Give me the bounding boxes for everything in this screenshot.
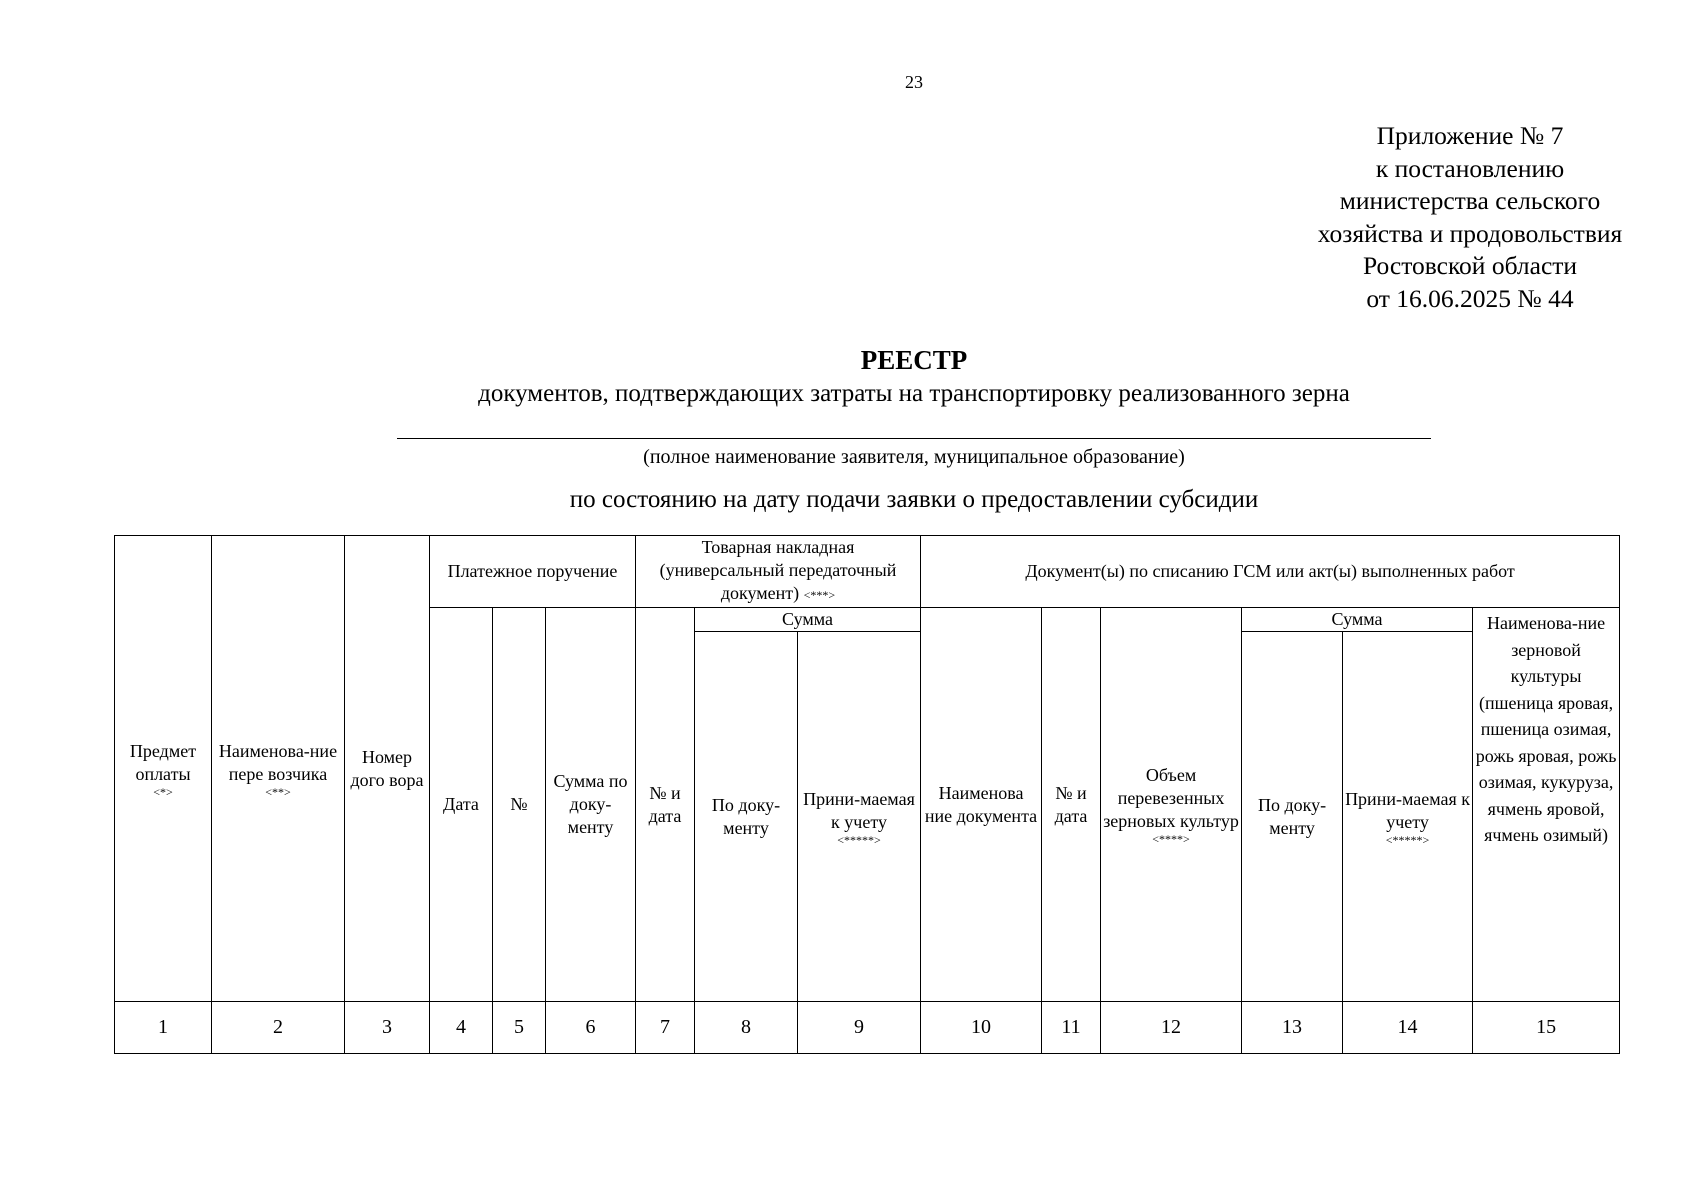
column-number-cell: 13 xyxy=(1242,1002,1343,1054)
header-group-invoice xyxy=(636,536,921,608)
footnote-marker: <***> xyxy=(803,588,836,602)
header-label: Прини-маемая к учету xyxy=(803,788,915,832)
header-cell-document-name: Наименова ние документа xyxy=(921,608,1042,1002)
column-number-cell: 4 xyxy=(430,1002,493,1054)
footnote-marker: <*> xyxy=(153,784,173,799)
page-number: 23 xyxy=(905,72,923,92)
applicant-caption: (полное наименование заявителя, муниципальное образование) xyxy=(643,446,1185,468)
header-cell-fuel-sum-by-document: По доку-менту xyxy=(1242,632,1343,1002)
footnote-marker: <*****> xyxy=(1385,832,1430,847)
header-label: Объем перевезенных зерновых культур xyxy=(1103,765,1239,831)
header-cell-grain-volume xyxy=(1101,608,1242,1002)
header-cell-fuel-sum-accepted xyxy=(1343,632,1473,1002)
column-number-cell: 2 xyxy=(212,1002,345,1054)
header-label: Наименова-ние пере возчика xyxy=(218,740,338,784)
column-number-row xyxy=(115,1002,1620,1054)
header-cell-invoice-number-date: № и дата xyxy=(636,608,695,1002)
header-label: Товарная накладная (универсальный передаточный документ) xyxy=(659,537,897,603)
column-number-cell: 12 xyxy=(1101,1002,1242,1054)
header-row-groups xyxy=(115,536,1620,608)
header-cell-invoice-sum-accepted xyxy=(798,632,921,1002)
applicant-fill-line xyxy=(397,438,1431,439)
header-cell-invoice-sum-by-document: По доку-менту xyxy=(695,632,798,1002)
header-label: Прини-маемая к учету xyxy=(1345,788,1470,832)
column-number-cell: 15 xyxy=(1473,1002,1620,1054)
column-number-cell: 11 xyxy=(1042,1002,1101,1054)
header-cell-document-sum: Сумма по доку-менту xyxy=(546,608,636,1002)
header-label: Предмет оплаты xyxy=(129,740,197,784)
registry-table xyxy=(114,535,1620,1054)
column-number-cell: 8 xyxy=(695,1002,798,1054)
header-group-fuel-documents: Документ(ы) по списанию ГСМ или акт(ы) выполненных работ xyxy=(921,536,1620,608)
header-cell-carrier-name xyxy=(212,536,345,1002)
column-number-cell: 3 xyxy=(345,1002,430,1054)
header-cell-invoice-sum: Сумма xyxy=(695,608,921,632)
column-number-cell: 7 xyxy=(636,1002,695,1054)
document-subtitle: документов, подтверждающих затраты на транспортировку реализованного зерна xyxy=(478,380,1350,407)
appendix-block xyxy=(1270,120,1670,315)
header-cell-fuel-sum: Сумма xyxy=(1242,608,1473,632)
appendix-line: Приложение № 7 xyxy=(1376,121,1564,150)
appendix-line: от 16.06.2025 № 44 xyxy=(1366,283,1574,313)
column-number-cell: 9 xyxy=(798,1002,921,1054)
header-cell-contract-number: Номер дого вора xyxy=(345,536,430,1002)
appendix-line: Ростовской области xyxy=(1362,251,1578,280)
document-title: РЕЕСТР xyxy=(860,345,968,375)
header-cell-date: Дата xyxy=(430,608,493,1002)
appendix-line: к постановлению xyxy=(1375,153,1565,183)
appendix-line: министерства сельского xyxy=(1339,186,1601,215)
column-number-cell: 10 xyxy=(921,1002,1042,1054)
column-number-cell: 6 xyxy=(546,1002,636,1054)
header-cell-fuel-number-date: № и дата xyxy=(1042,608,1101,1002)
header-cell-grain-crop: Наименова-ние зерновой культуры (пшеница яровая, пшеница озимая, рожь яровая, рожь озимая, кукуруза, ячмень яровой, ячмень озимый) xyxy=(1473,608,1620,1002)
header-group-payment-order: Платежное поручение xyxy=(430,536,636,608)
footnote-marker: <****> xyxy=(1152,832,1190,846)
column-number-cell: 5 xyxy=(493,1002,546,1054)
footnote-marker: <*****> xyxy=(837,832,881,847)
column-number-cell: 14 xyxy=(1343,1002,1473,1054)
as-of-line: по состоянию на дату подачи заявки о предоставлении субсидии xyxy=(569,486,1259,513)
header-cell-payment-subject xyxy=(115,536,212,1002)
footnote-marker: <**> xyxy=(265,784,291,799)
column-number-cell: 1 xyxy=(115,1002,212,1054)
header-cell-number: № xyxy=(493,608,546,1002)
appendix-line: хозяйства и продовольствия xyxy=(1317,218,1623,248)
